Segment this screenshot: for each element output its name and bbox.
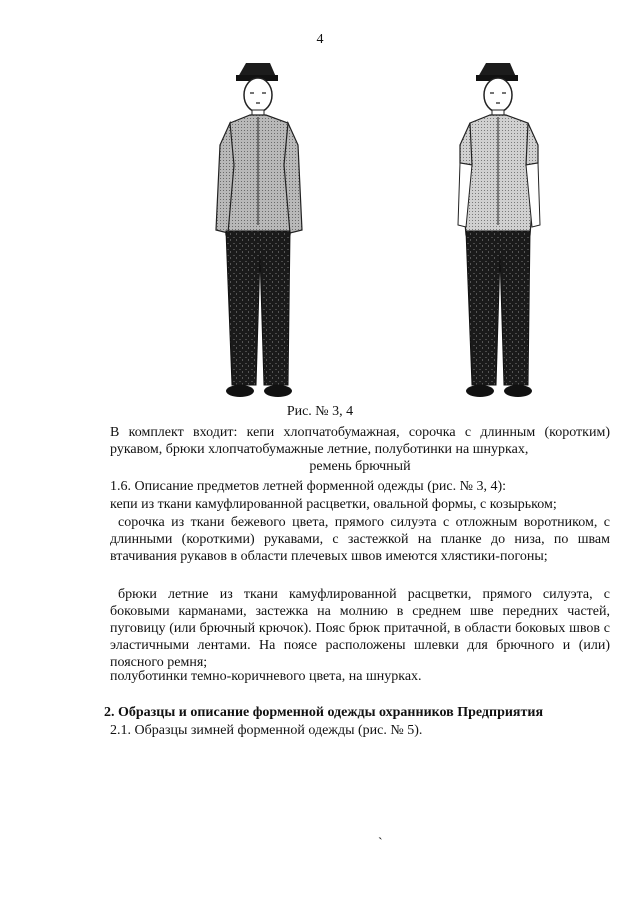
uniform-illustrations: [190, 55, 590, 405]
figure-short-sleeve: [458, 63, 540, 397]
page-number: 4: [316, 32, 324, 47]
section-2-1: 2.1. Образцы зимней форменной одежды (рис. № 5).: [110, 723, 423, 738]
section-1-6: 1.6. Описание предметов летней форменной одежды (рис. № 3, 4):: [110, 479, 506, 494]
stray-mark: `: [378, 836, 383, 851]
figure-long-sleeve: [216, 63, 302, 397]
kit-intro: В комплект входит: кепи хлопчатобумажная, сорочка с длинным (коротким) рукавом, брюки хлопчатобумажные летние, полуботинки на шнурках,: [110, 425, 610, 457]
shirt-description: сорочка из ткани бежевого цвета, прямого силуэта с отложным воротником, с длинными (короткими) рукавами, с застежкой на планке до низа, по швам втачивания рукавов в области плечевых швов имеются хлястики-погоны;: [110, 515, 610, 564]
figure-caption: Рис. № 3, 4: [286, 404, 354, 419]
kit-last-line: ремень брючный: [309, 459, 411, 474]
section-2-heading: 2. Образцы и описание форменной одежды охранников Предприятия: [104, 705, 544, 720]
trousers-description: брюки летние из ткани камуфлированной расцветки, прямого силуэта, с боковыми карманами, застежка на молнию в среднем шве передних частей, пуговицу (или брючный крючок). Пояс брюк притачной, в области боковых швов с эластичными лентами. На поясе расположены шлевки для брючного и (или) поясного ремня;: [110, 587, 610, 670]
shoes-description: полуботинки темно-коричневого цвета, на шнурках.: [110, 669, 422, 684]
cap-description: кепи из ткани камуфлированной расцветки, овальной формы, с козырьком;: [110, 497, 557, 512]
